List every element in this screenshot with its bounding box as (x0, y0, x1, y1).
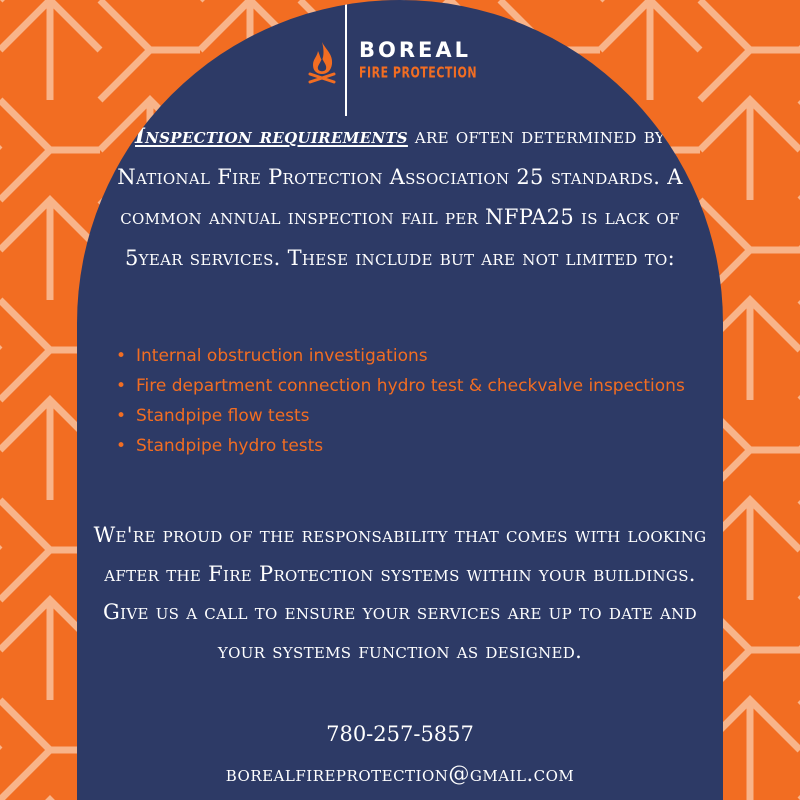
phone-number[interactable]: 780-257-5857 (326, 722, 474, 746)
brand-name: BOREAL (359, 38, 472, 62)
intro-text: are often determined by National Fire Protection Association 25 standards. A common annual inspection fail per NFPA25 is lack of 5year services. These include but are not limited to: (117, 124, 683, 270)
intro-paragraph (91, 116, 709, 278)
content-panel (77, 0, 723, 800)
services-list (109, 341, 709, 461)
intro-highlight: Inspection requirements (135, 123, 408, 148)
list-item: • Standpipe hydro tests (109, 431, 709, 461)
closing-paragraph: We're proud of the responsability that comes with looking after the Fire Protection systems within your buildings. Give us a call to ensure your services are up to date and your systems function as designed. (93, 523, 707, 663)
logo-divider (345, 4, 347, 116)
flame-icon (307, 40, 337, 84)
logo (307, 0, 547, 118)
brand-subtitle: FIRE PROTECTION (359, 64, 478, 82)
list-item: • Standpipe flow tests (109, 401, 709, 431)
email-address[interactable]: borealfireprotection@gmail.com (225, 762, 575, 786)
list-item: • Internal obstruction investigations (109, 341, 709, 371)
list-item: • Fire department connection hydro test & checkvalve inspections (109, 371, 709, 401)
